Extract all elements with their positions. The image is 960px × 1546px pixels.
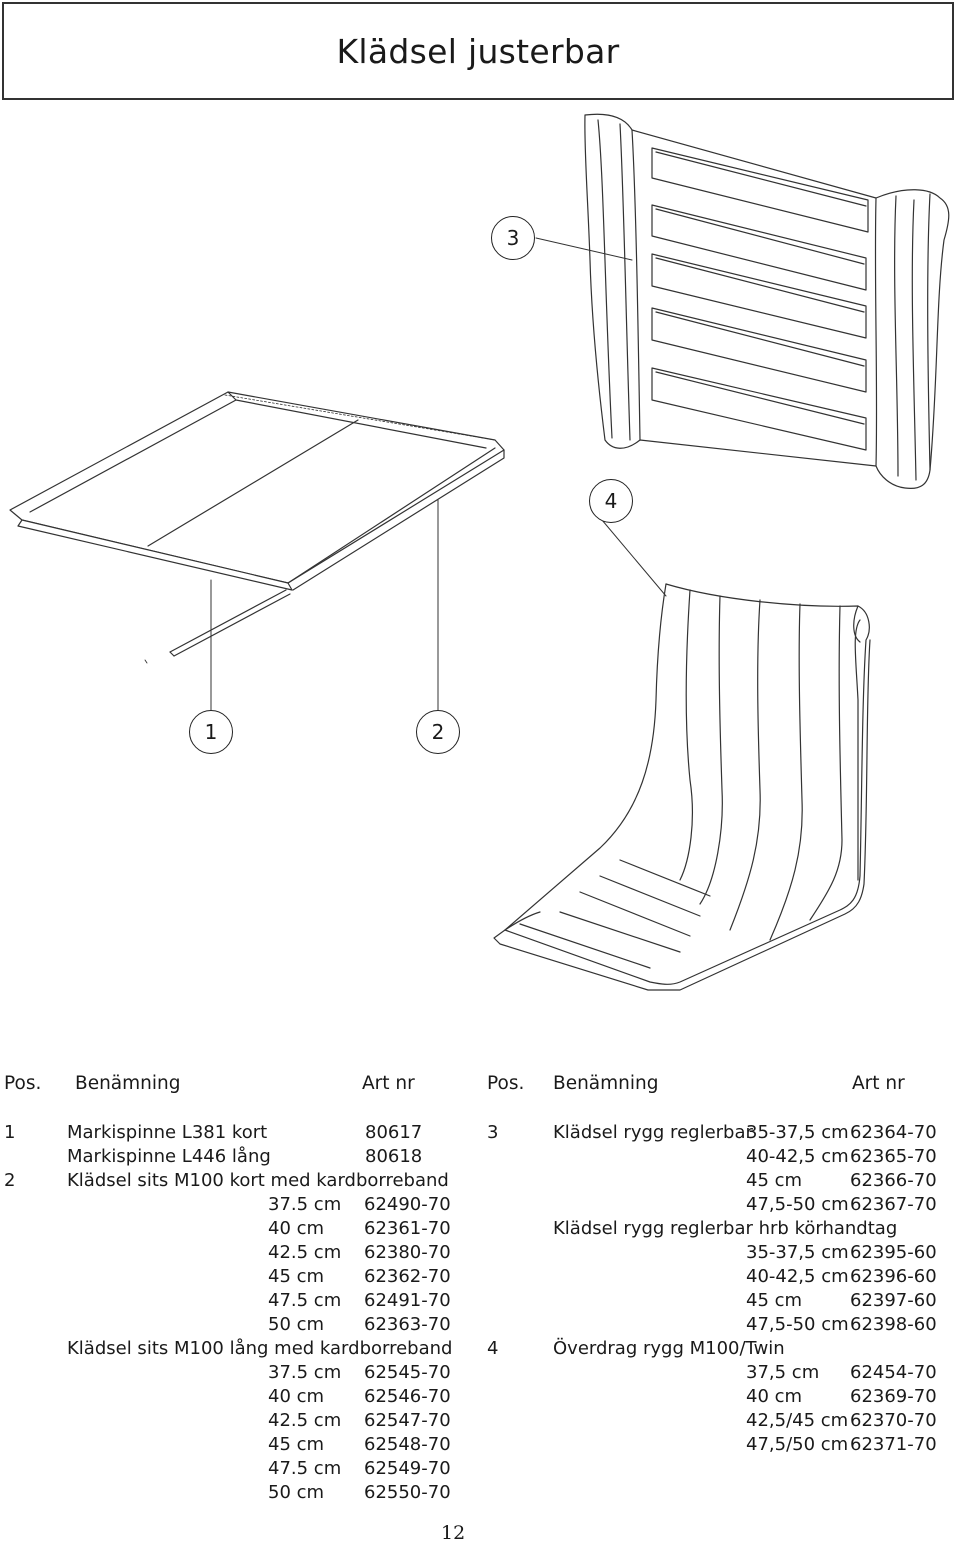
row-art: 80617 <box>365 1122 423 1143</box>
size-cell: 47.5 cm <box>268 1290 342 1311</box>
row-pos: 2 <box>4 1170 16 1191</box>
row-name: Markispinne L446 lång <box>67 1146 271 1167</box>
art-cell: 62550-70 <box>364 1482 451 1503</box>
size-cell: 40 cm <box>268 1386 325 1407</box>
art-cell: 62364-70 <box>850 1122 937 1143</box>
size-cell: 45 cm <box>746 1170 803 1191</box>
art-cell: 62371-70 <box>850 1434 937 1455</box>
art-cell: 62380-70 <box>364 1242 451 1263</box>
header-art-right: Art nr <box>852 1073 905 1094</box>
size-cell: 45 cm <box>746 1290 803 1311</box>
art-cell: 62361-70 <box>364 1218 451 1239</box>
size-cell: 42,5/45 cm <box>746 1410 849 1431</box>
size-cell: 47,5-50 cm <box>746 1194 849 1215</box>
art-cell: 62395-60 <box>850 1242 937 1263</box>
header-name-left: Benämning <box>75 1073 181 1094</box>
header-pos-right: Pos. <box>487 1073 525 1094</box>
row-name: Klädsel rygg reglerbar hrb körhandtag <box>553 1218 898 1239</box>
art-cell: 62548-70 <box>364 1434 451 1455</box>
page-number: 12 <box>441 1522 466 1544</box>
size-cell: 45 cm <box>268 1434 325 1455</box>
row-art: 80618 <box>365 1146 423 1167</box>
art-cell: 62397-60 <box>850 1290 937 1311</box>
size-cell: 47,5/50 cm <box>746 1434 849 1455</box>
art-cell: 62547-70 <box>364 1410 451 1431</box>
row-name: Klädsel sits M100 kort med kardborreband <box>67 1170 449 1191</box>
callout-2: 2 <box>416 710 460 754</box>
row-name: Klädsel rygg reglerbar <box>553 1122 753 1143</box>
size-cell: 35-37,5 cm <box>746 1242 849 1263</box>
art-cell: 62490-70 <box>364 1194 451 1215</box>
callout-3: 3 <box>491 216 535 260</box>
callout-4: 4 <box>589 479 633 523</box>
art-cell: 62491-70 <box>364 1290 451 1311</box>
art-cell: 62367-70 <box>850 1194 937 1215</box>
size-cell: 50 cm <box>268 1482 325 1503</box>
row-name: Överdrag rygg M100/Twin <box>553 1338 785 1359</box>
size-cell: 50 cm <box>268 1314 325 1335</box>
size-cell: 47.5 cm <box>268 1458 342 1479</box>
awning-rod-drawing <box>145 590 290 663</box>
size-cell: 40-42,5 cm <box>746 1146 849 1167</box>
size-cell: 42.5 cm <box>268 1242 342 1263</box>
size-cell: 37.5 cm <box>268 1362 342 1383</box>
row-pos: 4 <box>487 1338 499 1359</box>
row-name: Markispinne L381 kort <box>67 1122 268 1143</box>
size-cell: 45 cm <box>268 1266 325 1287</box>
header-name-right: Benämning <box>553 1073 659 1094</box>
row-name: Klädsel sits M100 lång med kardborreband <box>67 1338 453 1359</box>
row-pos: 1 <box>4 1122 16 1143</box>
art-cell: 62370-70 <box>850 1410 937 1431</box>
art-cell: 62546-70 <box>364 1386 451 1407</box>
size-cell: 35-37,5 cm <box>746 1122 849 1143</box>
size-cell: 42.5 cm <box>268 1410 342 1431</box>
art-cell: 62396-60 <box>850 1266 937 1287</box>
art-cell: 62454-70 <box>850 1362 937 1383</box>
art-cell: 62369-70 <box>850 1386 937 1407</box>
art-cell: 62549-70 <box>364 1458 451 1479</box>
art-cell: 62362-70 <box>364 1266 451 1287</box>
size-cell: 47,5-50 cm <box>746 1314 849 1335</box>
backrest-cover-drawing <box>494 584 870 990</box>
header-pos-left: Pos. <box>4 1073 42 1094</box>
art-cell: 62363-70 <box>364 1314 451 1335</box>
row-pos: 3 <box>487 1122 499 1143</box>
art-cell: 62366-70 <box>850 1170 937 1191</box>
backrest-adjustable-drawing <box>585 114 949 488</box>
art-cell: 62545-70 <box>364 1362 451 1383</box>
size-cell: 40 cm <box>268 1218 325 1239</box>
size-cell: 40-42,5 cm <box>746 1266 849 1287</box>
size-cell: 40 cm <box>746 1386 803 1407</box>
art-cell: 62365-70 <box>850 1146 937 1167</box>
size-cell: 37.5 cm <box>268 1194 342 1215</box>
callout-1: 1 <box>189 710 233 754</box>
seat-upholstery-drawing <box>10 392 504 590</box>
size-cell: 37,5 cm <box>746 1362 820 1383</box>
page-title: Klädsel justerbar <box>336 31 620 71</box>
header-art-left: Art nr <box>362 1073 415 1094</box>
art-cell: 62398-60 <box>850 1314 937 1335</box>
